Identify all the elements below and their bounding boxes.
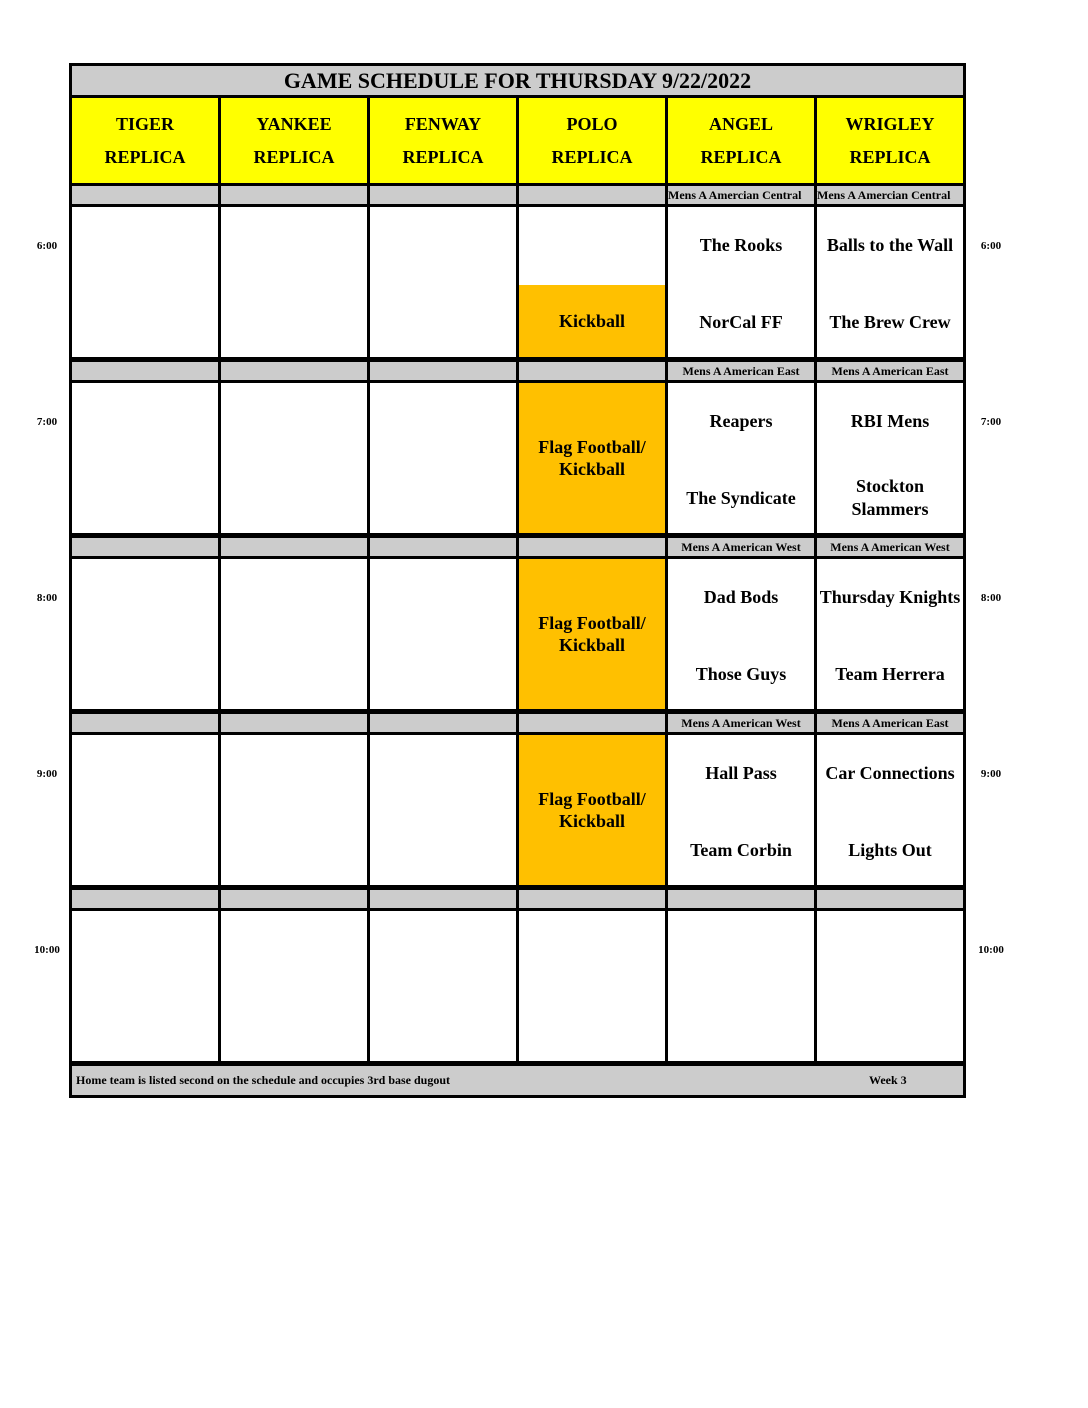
home-team: Team Corbin [690,840,792,860]
field-name: YANKEE [256,113,332,134]
division-bar-angel [668,186,814,204]
time-label-right: 10:00 [978,944,1004,956]
game-cell-fenway [370,911,516,1061]
away-team: RBI Mens [850,411,930,431]
division-bar-polo [519,362,665,380]
game-cell-yankee [221,383,367,533]
time-label-left: 9:00 [36,768,58,780]
home-team: Those Guys [695,664,787,684]
week-label: Week 3 [869,1073,907,1087]
game-cell-polo [519,735,665,885]
division-label: Mens A American West [681,715,801,730]
game-cell-polo [519,207,665,357]
home-team: NorCal FF [699,312,783,332]
field-sub: REPLICA [402,146,484,167]
game-cell-polo [519,559,665,709]
away-team: Dad Bods [703,587,779,607]
division-bar-angel [668,538,814,556]
field-header-fenway [370,98,516,183]
division-bar-fenway [370,186,516,204]
division-label: Mens A American East [831,715,949,730]
division-label: Mens A American West [681,539,801,554]
field-name: FENWAY [404,113,482,134]
game-cell-tiger [72,911,218,1061]
game-cell-wrigley [817,559,963,709]
game-cell-tiger [72,735,218,885]
division-bar-yankee [221,714,367,732]
field-header-tiger [72,98,218,183]
game-cell-tiger [72,207,218,357]
game-cell-angel [668,207,814,357]
game-cell-angel [668,735,814,885]
field-sub: REPLICA [700,146,782,167]
division-bar-tiger [72,362,218,380]
polo-event: Flag Football/ Kickball [519,559,665,709]
division-bar-tiger [72,890,218,908]
schedule-grid [69,63,966,1098]
division-bar-tiger [72,186,218,204]
division-bar-yankee [221,890,367,908]
field-header-yankee [221,98,367,183]
game-cell-angel [668,559,814,709]
time-label-right: 9:00 [980,768,1002,780]
away-team: Car Connections [825,763,955,783]
division-label: Mens A Amercian Central [668,187,802,202]
division-bar-tiger [72,538,218,556]
game-cell-yankee [221,559,367,709]
division-bar-angel [668,714,814,732]
game-cell-wrigley [817,911,963,1061]
game-cell-yankee [221,207,367,357]
division-bar-angel [668,890,814,908]
home-team: Team Herrera [835,664,945,684]
time-label-right: 7:00 [980,416,1002,428]
away-team: The Rooks [699,235,783,255]
division-bar-fenway [370,538,516,556]
field-sub: REPLICA [104,146,186,167]
game-cell-fenway [370,207,516,357]
time-label-right: 6:00 [980,240,1002,252]
time-label-left: 7:00 [36,416,58,428]
polo-event: Flag Football/ Kickball [519,383,665,533]
field-name: WRIGLEY [845,113,935,134]
game-cell-tiger [72,559,218,709]
game-cell-wrigley [817,735,963,885]
schedule-footer [72,1066,963,1095]
division-bar-tiger [72,714,218,732]
division-bar-wrigley [817,714,963,732]
division-bar-wrigley [817,538,963,556]
division-bar-fenway [370,362,516,380]
game-cell-polo [519,383,665,533]
field-sub: REPLICA [551,146,633,167]
division-label: Mens A American East [831,363,949,378]
away-team: Thursday Knights [819,587,961,607]
division-bar-wrigley [817,186,963,204]
time-label-left: 6:00 [36,240,58,252]
division-bar-polo [519,186,665,204]
away-team: Hall Pass [705,763,777,783]
game-cell-wrigley [817,207,963,357]
division-bar-yankee [221,362,367,380]
field-name: ANGEL [708,113,773,134]
game-cell-yankee [221,911,367,1061]
division-label: Mens A American West [830,539,950,554]
game-cell-fenway [370,559,516,709]
game-cell-angel [668,383,814,533]
field-header-wrigley [817,98,963,183]
division-bar-polo [519,890,665,908]
division-bar-yankee [221,186,367,204]
time-label-right: 8:00 [980,592,1002,604]
division-label: Mens A American East [682,363,800,378]
home-team: The Brew Crew [829,312,951,332]
polo-event: Kickball [519,285,665,357]
field-sub: REPLICA [849,146,931,167]
home-team: Lights Out [848,840,932,860]
division-bar-wrigley [817,362,963,380]
time-label-left: 10:00 [34,944,60,956]
game-cell-fenway [370,735,516,885]
polo-event: Flag Football/ Kickball [519,735,665,885]
division-bar-fenway [370,714,516,732]
division-label: Mens A Amercian Central [817,187,951,202]
home-team: Stockton Slammers [851,476,929,519]
division-bar-wrigley [817,890,963,908]
game-cell-tiger [72,383,218,533]
game-cell-fenway [370,383,516,533]
field-name: TIGER [115,113,175,134]
division-bar-polo [519,538,665,556]
home-team: The Syndicate [686,488,796,508]
home-team-note: Home team is listed second on the schedule and occupies 3rd base dugout [76,1073,451,1087]
division-bar-angel [668,362,814,380]
schedule-title: GAME SCHEDULE FOR THURSDAY 9/22/2022 [72,66,963,95]
time-label-left: 8:00 [36,592,58,604]
field-name: POLO [566,113,618,134]
game-cell-polo [519,911,665,1061]
game-cell-yankee [221,735,367,885]
division-bar-polo [519,714,665,732]
division-bar-fenway [370,890,516,908]
field-header-polo [519,98,665,183]
field-header-angel [668,98,814,183]
away-team: Reapers [709,411,773,431]
game-cell-wrigley [817,383,963,533]
game-cell-angel [668,911,814,1061]
field-sub: REPLICA [253,146,335,167]
division-bar-yankee [221,538,367,556]
away-team: Balls to the Wall [826,235,954,255]
